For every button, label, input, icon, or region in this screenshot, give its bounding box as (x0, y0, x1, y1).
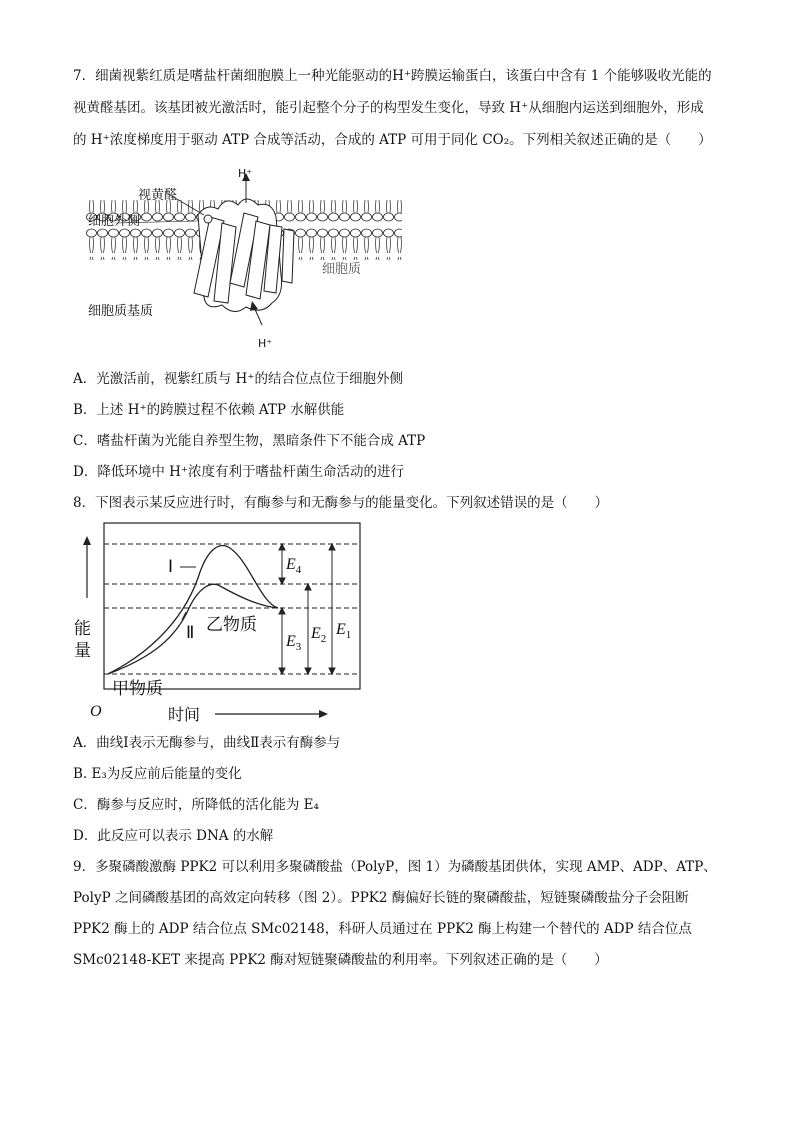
q7-membrane-figure (86, 165, 406, 355)
q8-option-d: D．此反应可以表示 DNA 的水解 (73, 828, 274, 844)
e4-label: $E_4$ (286, 556, 302, 576)
q7-stem-line-3: 的 H⁺浓度梯度用于驱动 ATP 合成等活动，合成的 ATP 可用于同化 CO₂。下列相关叙述正确的是（ ） (73, 132, 712, 148)
q8-energy-figure (70, 518, 370, 728)
product-label: 乙物质 (206, 615, 257, 635)
retinal-icon (204, 215, 212, 223)
q7-option-c: C．嗜盐杆菌为光能自养型生物，黑暗条件下不能合成 ATP (73, 433, 426, 449)
origin-label: O (90, 703, 102, 720)
label-matrix: 细胞质基质 (88, 304, 154, 319)
q7-stem-line-2: 视黄醛基团。该基团被光激活时，能引起整个分子的构型发生变化，导致 H⁺从细胞内运送到细胞外，形成 (73, 100, 704, 116)
q9-stem-line-3: PPK2 酶上的 ADP 结合位点 SMc02148，科研人员通过在 PPK2 酶上构建一个替代的 ADP 结合位点 (73, 921, 692, 937)
q8-option-b: B. E₃为反应前后能量的变化 (73, 766, 242, 782)
q7-option-d: D．降低环境中 H⁺浓度有利于嗜盐杆菌生命活动的进行 (73, 464, 405, 480)
q9-stem-line-4: SMc02148-KET 来提高 PPK2 酶对短链聚磷酸盐的利用率。下列叙述正确的是（ ） (73, 952, 608, 968)
q7-option-a: A．光激活前，视紫红质与 H⁺的结合位点位于细胞外侧 (73, 371, 403, 387)
label-h-top: H⁺ (238, 167, 253, 180)
ylabel-1: 能 (74, 619, 91, 639)
arrow-right-icon (319, 710, 328, 718)
e2-label: $E_2$ (311, 625, 327, 645)
q7-option-b: B．上述 H⁺的跨膜过程不依赖 ATP 水解供能 (73, 402, 345, 418)
membrane-diagram (86, 165, 406, 355)
label-retinal: 视黄醛 (138, 188, 178, 203)
label-outside: 细胞外侧 (88, 214, 141, 229)
q7-stem-line-1: 7．细菌视紫红质是嗜盐杆菌细胞膜上一种光能驱动的H⁺跨膜运输蛋白，该蛋白中含有 1 个能够吸收光能的 (73, 68, 712, 84)
label-h-bottom: H⁺ (258, 337, 273, 350)
q8-option-c: C．酶参与反应时，所降低的活化能为 E₄ (73, 797, 319, 813)
arrow-up-icon (83, 536, 91, 545)
curve-i-label: Ⅰ (168, 557, 174, 576)
q8-stem: 8．下图表示某反应进行时，有酶参与和无酶参与的能量变化。下列叙述错误的是（ ） (73, 495, 609, 511)
reactant-label: 甲物质 (112, 679, 163, 699)
q9-stem-line-1: 9．多聚磷酸激酶 PPK2 可以利用多聚磷酸盐（PolyP，图 1）为磷酸基团供体，实现 AMP、ADP、ATP、 (73, 859, 717, 875)
q9-stem-line-2: PolyP 之间磷酸基团的高效定向转移（图 2）。PPK2 酶偏好长链的聚磷酸盐，短链聚磷酸盐分子会阻断 (73, 890, 689, 906)
q8-option-a: A．曲线Ⅰ表示无酶参与，曲线Ⅱ表示有酶参与 (73, 735, 341, 751)
xlabel: 时间 (168, 705, 201, 724)
ylabel-2: 量 (74, 641, 91, 661)
e3-label: $E_3$ (286, 633, 302, 653)
chart-frame (104, 523, 360, 689)
e1-label: $E_1$ (336, 621, 352, 641)
label-cytoplasm: 细胞质 (322, 262, 362, 277)
curve-ii-label: Ⅱ (186, 623, 195, 642)
energy-diagram (70, 518, 370, 728)
